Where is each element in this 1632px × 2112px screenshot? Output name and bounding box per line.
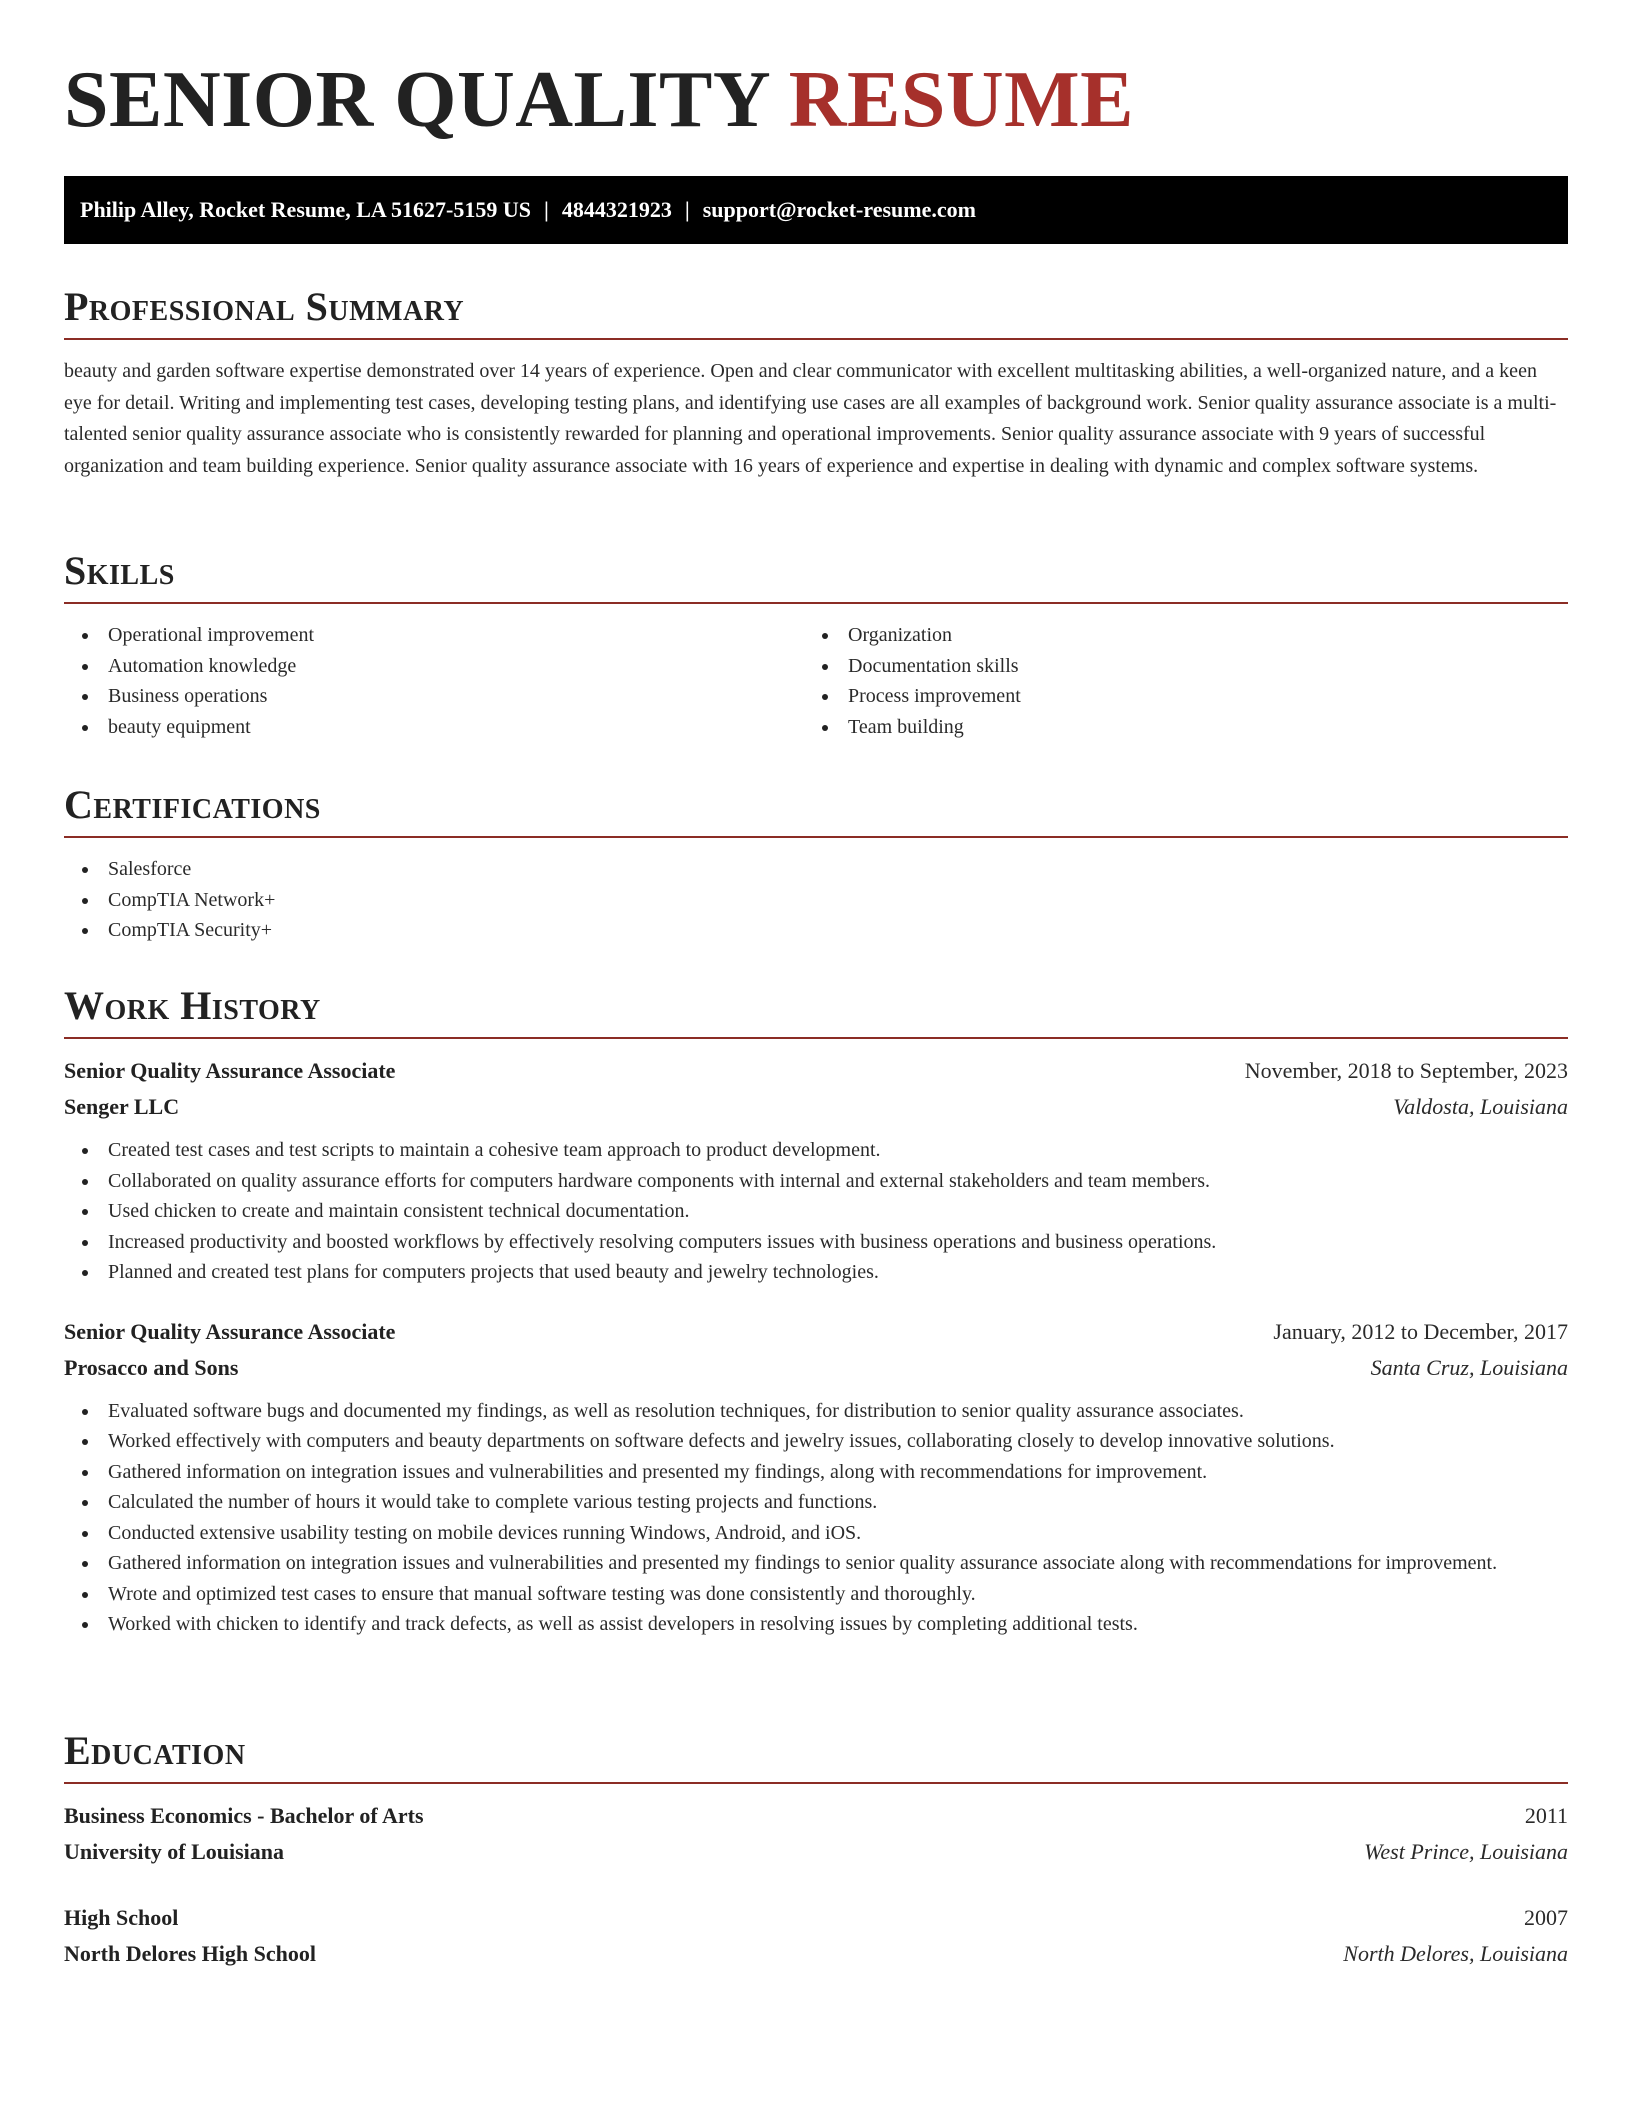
title-main: SENIOR QUALITY bbox=[64, 56, 769, 144]
contact-address: Philip Alley, Rocket Resume, LA 51627-5159 US bbox=[80, 197, 532, 222]
contact-phone: 4844321923 bbox=[561, 197, 672, 222]
contact-separator: | bbox=[684, 197, 690, 222]
job-bullet: Increased productivity and boosted workflows by effectively resolving computers issues with business operations and business operations. bbox=[64, 1227, 1568, 1258]
skill-item: Automation knowledge bbox=[64, 651, 804, 682]
education-degree: Business Economics - Bachelor of Arts bbox=[64, 1803, 424, 1828]
contact-bar bbox=[64, 176, 1568, 244]
job-title: Senior Quality Assurance Associate bbox=[64, 1058, 396, 1083]
education-year: 2007 bbox=[1524, 1905, 1568, 1930]
job-bullet: Wrote and optimized test cases to ensure that manual software testing was done consistently and thoroughly. bbox=[64, 1579, 1568, 1610]
job-bullet: Worked effectively with computers and beauty departments on software defects and jewelry issues, collaborating closely to develop innovative solutions. bbox=[64, 1426, 1568, 1457]
skill-item: Operational improvement bbox=[64, 620, 804, 651]
skill-item: Organization bbox=[804, 620, 1544, 651]
education-year: 2011 bbox=[1524, 1803, 1568, 1828]
job-bullet: Collaborated on quality assurance efforts for computers hardware components with internal and external stakeholders and team members. bbox=[64, 1166, 1568, 1197]
education-location: West Prince, Louisiana bbox=[1364, 1839, 1568, 1864]
work-history-section bbox=[64, 981, 1568, 1640]
skill-item: Documentation skills bbox=[804, 651, 1544, 682]
section-heading: Work History bbox=[64, 983, 321, 1028]
section-heading: Professional Summary bbox=[64, 284, 465, 329]
certification-item: CompTIA Network+ bbox=[64, 885, 1568, 916]
contact-email[interactable]: support@rocket-resume.com bbox=[702, 197, 976, 222]
section-divider bbox=[64, 338, 1568, 340]
skills-column-right bbox=[804, 620, 1544, 742]
job-bullet: Planned and created test plans for computers projects that used beauty and jewelry technologies. bbox=[64, 1257, 1568, 1288]
skills-columns bbox=[64, 620, 1568, 742]
job-entry bbox=[64, 1314, 1568, 1640]
skills-column-left bbox=[64, 620, 804, 742]
education-section bbox=[64, 1726, 1568, 1972]
summary-section bbox=[64, 282, 1568, 482]
section-divider bbox=[64, 602, 1568, 604]
job-dates: November, 2018 to September, 2023 bbox=[1244, 1058, 1568, 1083]
job-bullet: Gathered information on integration issues and vulnerabilities and presented my findings to senior quality assurance associate along with recommendations for improvement. bbox=[64, 1548, 1568, 1579]
certification-item: CompTIA Security+ bbox=[64, 915, 1568, 946]
education-school: University of Louisiana bbox=[64, 1839, 285, 1864]
job-bullet: Used chicken to create and maintain consistent technical documentation. bbox=[64, 1196, 1568, 1227]
job-bullet: Gathered information on integration issues and vulnerabilities and presented my findings, along with recommendations for improvement. bbox=[64, 1457, 1568, 1488]
skill-item: Process improvement bbox=[804, 681, 1544, 712]
summary-text: beauty and garden software expertise demonstrated over 14 years of experience. Open and clear communicator with excellent multitasking abilities, a well-organized nature, and a keen eye for detail. Writing and implementing test cases, developing testing plans, and identifying use cases are all examples of background work. Senior quality assurance associate is a multi-talented senior quality assurance associate who is consistently rewarded for planning and operational improvements. Senior quality assurance associate with 9 years of successful organization and team building experience. Senior quality assurance associate with 16 years of experience and expertise in dealing with dynamic and complex software systems. bbox=[64, 360, 1557, 477]
title-accent: RESUME bbox=[788, 56, 1134, 144]
education-degree: High School bbox=[64, 1905, 179, 1930]
section-heading: Education bbox=[64, 1728, 246, 1773]
section-heading: Certifications bbox=[64, 782, 321, 827]
education-entry bbox=[64, 1900, 1568, 1972]
job-title: Senior Quality Assurance Associate bbox=[64, 1318, 396, 1344]
job-bullet: Worked with chicken to identify and track defects, as well as assist developers in resolving issues by completing additional tests. bbox=[64, 1609, 1568, 1640]
section-divider bbox=[64, 836, 1568, 838]
job-company: Prosacco and Sons bbox=[64, 1354, 239, 1380]
certification-item: Salesforce bbox=[64, 854, 1568, 885]
section-heading: Skills bbox=[64, 548, 175, 593]
section-divider bbox=[64, 1037, 1568, 1039]
education-school: North Delores High School bbox=[64, 1941, 316, 1966]
job-bullet: Evaluated software bugs and documented my findings, as well as resolution techniques, for distribution to senior quality assurance associates. bbox=[64, 1396, 1568, 1427]
job-bullet: Created test cases and test scripts to maintain a cohesive team approach to product development. bbox=[64, 1135, 1568, 1166]
skill-item: Business operations bbox=[64, 681, 804, 712]
resume-page bbox=[64, 0, 1568, 1966]
job-dates: January, 2012 to December, 2017 bbox=[1273, 1318, 1568, 1344]
skill-item: Team building bbox=[804, 712, 1544, 743]
job-company: Senger LLC bbox=[64, 1094, 180, 1119]
skills-section bbox=[64, 546, 1568, 742]
resume-title bbox=[64, 0, 1568, 145]
contact-separator: | bbox=[544, 197, 549, 222]
job-location: Santa Cruz, Louisiana bbox=[1370, 1354, 1568, 1380]
skill-item: beauty equipment bbox=[64, 712, 804, 743]
job-bullet: Calculated the number of hours it would take to complete various testing projects and functions. bbox=[64, 1487, 1568, 1518]
education-entry bbox=[64, 1798, 1568, 1870]
job-bullet: Conducted extensive usability testing on mobile devices running Windows, Android, and iOS. bbox=[64, 1518, 1568, 1549]
job-location: Valdosta, Louisiana bbox=[1393, 1094, 1568, 1119]
job-entry bbox=[64, 1053, 1568, 1288]
certifications-section bbox=[64, 780, 1568, 946]
section-divider bbox=[64, 1782, 1568, 1784]
education-location: North Delores, Louisiana bbox=[1343, 1941, 1568, 1966]
